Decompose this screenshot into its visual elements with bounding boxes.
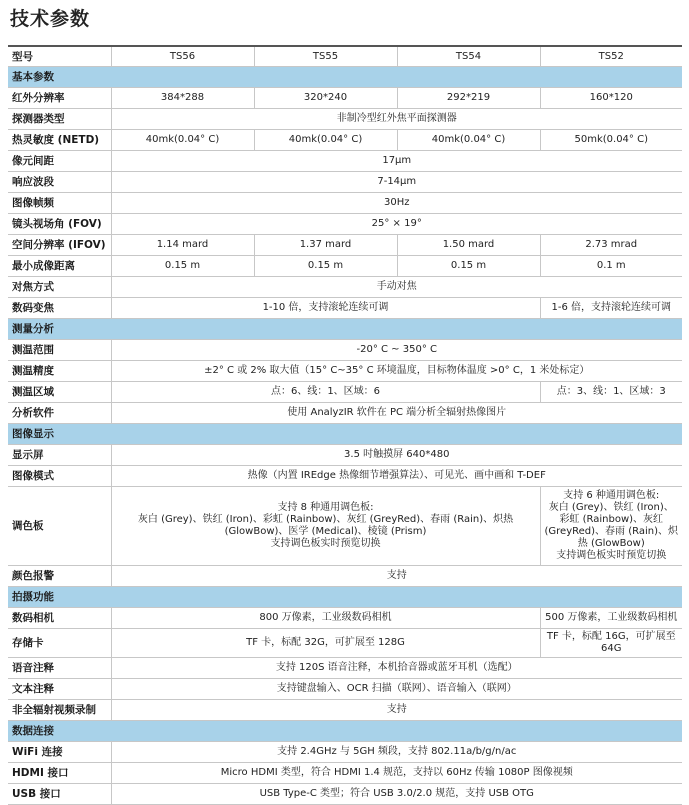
row-wifi (8, 742, 682, 763)
palette-line: 灰白 (Grey)、铁红 (Iron)、彩虹 (Rainbow)、灰红 (GreyRed)、春雨 (Rain)、炽热 (137, 514, 514, 525)
model-label: 型号 (8, 46, 111, 67)
row-label: 文本注释 (8, 679, 111, 700)
row-label: 测温区域 (8, 382, 111, 403)
row-fov (8, 214, 682, 235)
row-label: 响应波段 (8, 172, 111, 193)
cell-ts52: 500 万像素，工业级数码相机 (540, 608, 682, 629)
row-usb (8, 784, 682, 805)
row-label: 调色板 (8, 487, 111, 566)
row-color-alarm (8, 566, 682, 587)
cell-all: 支持 (111, 700, 682, 721)
cell-all: 17μm (111, 151, 682, 172)
palette-line: 支持调色板实时预览切换 (556, 550, 667, 561)
row-detector (8, 109, 682, 130)
row-framerate (8, 193, 682, 214)
row-label: 对焦方式 (8, 277, 111, 298)
row-label: 语音注释 (8, 658, 111, 679)
cell-all: 30Hz (111, 193, 682, 214)
palette-line: 支持 8 种通用调色板: (277, 502, 374, 513)
cell-all: 热像（内置 IREdge 热像细节增强算法）、可见光、画中画和 T-DEF (111, 466, 682, 487)
row-temp-range (8, 340, 682, 361)
row-voice (8, 658, 682, 679)
cell-ts52 (540, 629, 682, 658)
storage-line: 64G (601, 643, 622, 654)
row-ifov (8, 235, 682, 256)
row-label: 图像模式 (8, 466, 111, 487)
row-netd (8, 130, 682, 151)
row-label: 测温范围 (8, 340, 111, 361)
row-label: 存储卡 (8, 629, 111, 658)
section-basic (8, 67, 682, 88)
row-screen (8, 445, 682, 466)
row-label: 数码变焦 (8, 298, 111, 319)
cell-ts56-ts54: TF 卡，标配 32G，可扩展至 128G (111, 629, 540, 658)
row-image-mode (8, 466, 682, 487)
palette-line: 热 (GlowBow) (577, 538, 645, 549)
cell-ts55: 40mk(0.04° C) (254, 130, 397, 151)
cell-ts52: 50mk(0.04° C) (540, 130, 682, 151)
palette-line: (GlowBow)、医学 (Medical)、棱镜 (Prism) (224, 526, 427, 537)
row-label: USB 接口 (8, 784, 111, 805)
row-label: 像元间距 (8, 151, 111, 172)
row-label: 镜头视场角 (FOV) (8, 214, 111, 235)
cell-ts52: 0.1 m (540, 256, 682, 277)
section-measure-title: 测量分析 (8, 319, 682, 340)
row-pixel (8, 151, 682, 172)
cell-all: 手动对焦 (111, 277, 682, 298)
cell-all: 使用 AnalyzIR 软件在 PC 端分析全辐射热像图片 (111, 403, 682, 424)
row-label: 非全辐射视频录制 (8, 700, 111, 721)
cell-ts54: 0.15 m (397, 256, 540, 277)
row-text (8, 679, 682, 700)
palette-line: 彩虹 (Rainbow)、灰红 (559, 514, 664, 525)
cell-ts56: 1.14 mard (111, 235, 254, 256)
cell-ts52 (540, 487, 682, 566)
section-connect (8, 721, 682, 742)
cell-ts52: 点：3、线：1、区域：3 (540, 382, 682, 403)
row-label: 图像帧频 (8, 193, 111, 214)
page-title: 技术参数 (10, 8, 91, 30)
row-label: HDMI 接口 (8, 763, 111, 784)
cell-ts56-ts54 (111, 487, 540, 566)
row-camera (8, 608, 682, 629)
section-capture-title: 拍摄功能 (8, 587, 682, 608)
section-measure (8, 319, 682, 340)
row-label: 热灵敏度 (NETD) (8, 130, 111, 151)
palette-line: 支持调色板实时预览切换 (270, 538, 381, 549)
cell-all: 非制冷型红外焦平面探测器 (111, 109, 682, 130)
row-accuracy (8, 361, 682, 382)
section-display-title: 图像显示 (8, 424, 682, 445)
cell-all: 支持 2.4GHz 与 5GH 频段，支持 802.11a/b/g/n/ac (111, 742, 682, 763)
palette-line: (GreyRed)、春雨 (Rain)、炽 (544, 526, 678, 537)
row-resolution (8, 88, 682, 109)
row-areas (8, 382, 682, 403)
storage-line: TF 卡，标配 16G，可扩展至 (546, 631, 676, 642)
row-storage (8, 629, 682, 658)
cell-ts56: 0.15 m (111, 256, 254, 277)
cell-ts54: 292*219 (397, 88, 540, 109)
row-focus (8, 277, 682, 298)
model-ts55: TS55 (254, 46, 397, 67)
cell-ts52: 160*120 (540, 88, 682, 109)
cell-ts52: 2.73 mrad (540, 235, 682, 256)
cell-ts56-ts54: 800 万像素，工业级数码相机 (111, 608, 540, 629)
cell-all: ±2° C 或 2% 取大值（15° C~35° C 环境温度，目标物体温度 >0° C，1 米处标定） (111, 361, 682, 382)
cell-ts56-ts54: 点：6、线：1、区域：6 (111, 382, 540, 403)
cell-ts55: 0.15 m (254, 256, 397, 277)
cell-all: 7-14μm (111, 172, 682, 193)
row-label: 分析软件 (8, 403, 111, 424)
cell-all: Micro HDMI 类型，符合 HDMI 1.4 规范，支持以 60Hz 传输 1080P 图像视频 (111, 763, 682, 784)
spec-table (8, 45, 682, 805)
cell-ts54: 1.50 mard (397, 235, 540, 256)
cell-all: 25° × 19° (111, 214, 682, 235)
row-hdmi (8, 763, 682, 784)
model-ts54: TS54 (397, 46, 540, 67)
section-basic-title: 基本参数 (8, 67, 682, 88)
section-connect-title: 数据连接 (8, 721, 682, 742)
cell-all: 支持 (111, 566, 682, 587)
cell-ts54: 40mk(0.04° C) (397, 130, 540, 151)
cell-ts55: 320*240 (254, 88, 397, 109)
palette-line: 灰白 (Grey)、铁红 (Iron)、 (548, 502, 674, 513)
row-label: 显示屏 (8, 445, 111, 466)
cell-ts56: 384*288 (111, 88, 254, 109)
cell-all: -20° C ~ 350° C (111, 340, 682, 361)
section-capture (8, 587, 682, 608)
row-software (8, 403, 682, 424)
row-palette (8, 487, 682, 566)
row-label: 颜色报警 (8, 566, 111, 587)
row-label: 数码相机 (8, 608, 111, 629)
cell-ts52: 1-6 倍，支持滚轮连续可调 (540, 298, 682, 319)
row-zoom (8, 298, 682, 319)
row-label: 红外分辨率 (8, 88, 111, 109)
model-ts56: TS56 (111, 46, 254, 67)
cell-all: 3.5 吋触摸屏 640*480 (111, 445, 682, 466)
cell-all: 支持键盘输入、OCR 扫描（联网）、语音输入（联网） (111, 679, 682, 700)
cell-ts56: 40mk(0.04° C) (111, 130, 254, 151)
row-label: 测温精度 (8, 361, 111, 382)
row-label: 最小成像距离 (8, 256, 111, 277)
cell-ts56-ts54: 1-10 倍，支持滚轮连续可调 (111, 298, 540, 319)
row-label: 探测器类型 (8, 109, 111, 130)
palette-line: 支持 6 种通用调色板: (563, 490, 660, 501)
cell-all: USB Type-C 类型；符合 USB 3.0/2.0 规范，支持 USB OTG (111, 784, 682, 805)
cell-all: 支持 120S 语音注释，本机拾音器或蓝牙耳机（选配） (111, 658, 682, 679)
row-video (8, 700, 682, 721)
cell-ts55: 1.37 mard (254, 235, 397, 256)
row-min-distance (8, 256, 682, 277)
row-band (8, 172, 682, 193)
section-display (8, 424, 682, 445)
row-label: 空间分辨率 (IFOV) (8, 235, 111, 256)
model-header-row (8, 46, 682, 67)
row-label: WiFi 连接 (8, 742, 111, 763)
model-ts52: TS52 (540, 46, 682, 67)
